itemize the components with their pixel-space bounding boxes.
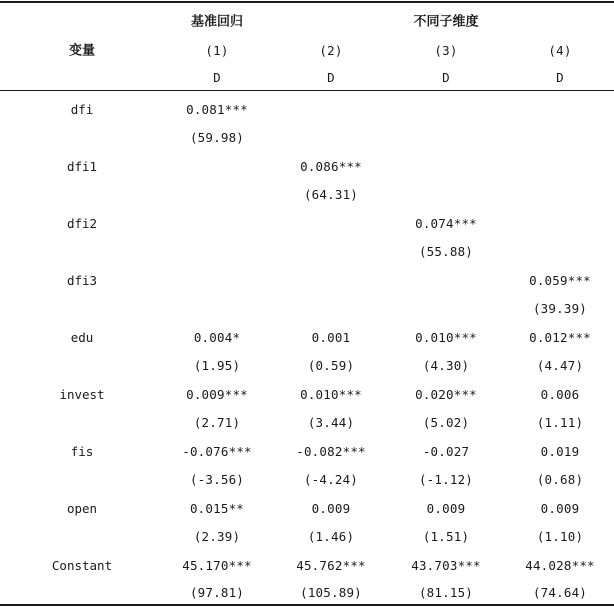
header-group-baseline: 基准回归	[190, 14, 244, 30]
table-bottom-rule	[0, 604, 614, 606]
row-label-dfi: dfi	[70, 101, 94, 117]
tstat-cell: (81.15)	[418, 584, 474, 600]
tstat-cell: (59.98)	[189, 129, 245, 145]
header-dep-var: D	[556, 69, 564, 85]
coef-cell: 0.001	[311, 329, 351, 345]
tstat-cell: (-1.12)	[418, 471, 474, 487]
coef-cell: 0.009	[311, 500, 351, 516]
tstat-cell: (1.46)	[307, 528, 355, 544]
coef-cell: 45.170***	[182, 557, 252, 573]
tstat-cell: (74.64)	[532, 584, 588, 600]
row-label-dfi2: dfi2	[66, 215, 98, 231]
row-label-edu: edu	[70, 329, 94, 345]
coef-cell: 0.010***	[415, 329, 477, 345]
tstat-cell: (97.81)	[189, 584, 245, 600]
tstat-cell: (5.02)	[422, 414, 470, 430]
row-label-dfi3: dfi3	[66, 272, 98, 288]
coef-cell: 0.074***	[415, 215, 477, 231]
row-label-invest: invest	[59, 386, 105, 402]
coef-cell: 0.081***	[186, 101, 248, 117]
tstat-cell: (0.68)	[536, 471, 584, 487]
header-dep-var: D	[327, 69, 335, 85]
tstat-cell: (-4.24)	[303, 471, 359, 487]
tstat-cell: (105.89)	[300, 584, 362, 600]
header-col-number: (4)	[548, 42, 572, 58]
row-label-constant: Constant	[51, 557, 113, 573]
row-label-open: open	[66, 500, 98, 516]
coef-cell: 0.006	[540, 386, 580, 402]
coef-cell: 0.086***	[300, 158, 362, 174]
tstat-cell: (4.47)	[536, 357, 584, 373]
tstat-cell: (2.71)	[193, 414, 241, 430]
tstat-cell: (1.95)	[193, 357, 241, 373]
tstat-cell: (-3.56)	[189, 471, 245, 487]
row-label-dfi1: dfi1	[66, 158, 98, 174]
coef-cell: 0.015**	[189, 500, 245, 516]
coef-cell: 44.028***	[525, 557, 595, 573]
coef-cell: 0.019	[540, 443, 580, 459]
coef-cell: 0.009	[426, 500, 466, 516]
header-dep-var: D	[442, 69, 450, 85]
coef-cell: 0.059***	[529, 272, 591, 288]
coef-cell: 43.703***	[411, 557, 481, 573]
tstat-cell: (2.39)	[193, 528, 241, 544]
header-group-subdimensions: 不同子维度	[413, 14, 479, 30]
table-header-rule	[0, 90, 614, 91]
header-variable-label: 变量	[68, 43, 96, 59]
coef-cell: -0.076***	[182, 443, 252, 459]
tstat-cell: (4.30)	[422, 357, 470, 373]
coef-cell: 0.010***	[300, 386, 362, 402]
table-top-rule	[0, 1, 614, 3]
header-dep-var: D	[213, 69, 221, 85]
coef-cell: 0.012***	[529, 329, 591, 345]
tstat-cell: (64.31)	[303, 186, 359, 202]
coef-cell: 0.020***	[415, 386, 477, 402]
tstat-cell: (3.44)	[307, 414, 355, 430]
header-col-number: (1)	[205, 42, 229, 58]
coef-cell: 0.009	[540, 500, 580, 516]
coef-cell: 0.004*	[193, 329, 241, 345]
coef-cell: 45.762***	[296, 557, 366, 573]
tstat-cell: (1.10)	[536, 528, 584, 544]
coef-cell: -0.027	[422, 443, 470, 459]
row-label-fis: fis	[70, 443, 94, 459]
tstat-cell: (55.88)	[418, 243, 474, 259]
tstat-cell: (1.11)	[536, 414, 584, 430]
header-col-number: (2)	[319, 42, 343, 58]
tstat-cell: (1.51)	[422, 528, 470, 544]
coef-cell: -0.082***	[296, 443, 366, 459]
coef-cell: 0.009***	[186, 386, 248, 402]
header-col-number: (3)	[434, 42, 458, 58]
tstat-cell: (39.39)	[532, 300, 588, 316]
tstat-cell: (0.59)	[307, 357, 355, 373]
